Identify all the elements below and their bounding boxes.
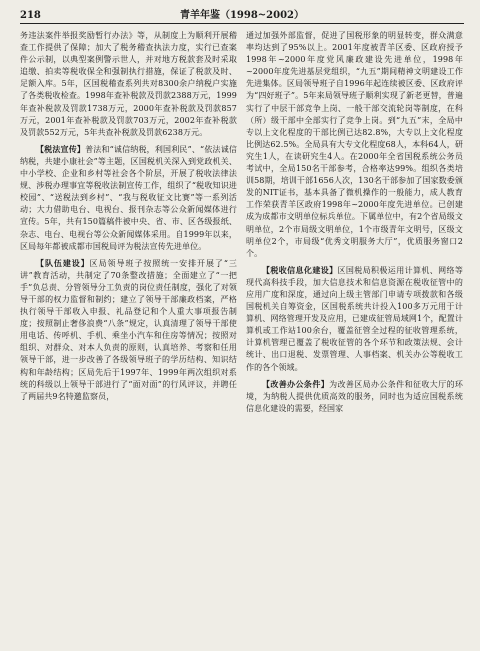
left-column — [20, 30, 237, 642]
section-tax-law-publicity — [20, 144, 237, 253]
section-title: 【税收信息化建设】 — [262, 265, 338, 275]
right-column — [246, 30, 463, 642]
section-body: 区国税局积极运用计算机、网络等现代高科技手段，加大信息技术和信息资源在税收征管中的应用广度和深度，通过向上级主管部门申请专项拨款和各级国税机关自筹资金，区国税系统共计投入100多万元用于计算机、网络管理开发及应用，已建成征管局域网1个，配置计算机或工作站100余台，覆盖征管全过程的征收管理系统，计算机管理已覆盖了税收征管的各个环节和政策法规、会计统计、出口退税、发票管理、人事档案、机关办公等税收工作的各个领域。 — [246, 265, 463, 372]
section-body: 普法和“诚信纳税，利国利民”、“依法诚信纳税，共建小康社会”等主题，区国税机关深入到党政机关、中小学校、企业和乡村等社会各个阶层，开展了税收法律法规、涉税办理事宜等税收法制宣传工作，组织了“税收知识进校园”、“送税法到乡村”、“我与税收征文比赛”等一系列活动；大力借助电台、电视台、报刊杂志等公众新闻媒体进行宣传。5年，共有150篇稿件被中央、省、市、区各级报纸、杂志、电台、电视台等公众新闻媒体采用。自1999年以来，区局每年都被成都市国税局评为税法宣传先进单位。 — [20, 144, 237, 251]
section-body: 区局领导班子按照统一安排开展了“三讲”教育活动，共制定了70条整改措施；全面建立了“一把手”负总责、分管领导分工负责的岗位责任制度，强化了对领导干部的权力监督和制约；建立了领导干部廉政档案，严格执行领导干部收入申报、礼品登记和个人重大事项报告制度；按照制止奢侈浪费“八条”规定，认真清理了领导干部使用电话、传呼机、手机、乘坐小汽车和住房等情况；按照对组织、对群众、对本人负责的原则，认真培养、考察和任用领导干部，进一步改善了各级领导班子的学历结构、知识结构和年龄结构；区局先后于1997年、1999年两次组织对系统的科级以上领导干部进行了“面对面”的行风评议，并聘任了两届共9名特邀监察员， — [20, 258, 237, 401]
section-title: 【税法宣传】 — [36, 144, 86, 154]
running-title: 青羊年鉴（1998~2002） — [179, 10, 305, 21]
section-tax-informatization — [246, 265, 463, 374]
page-header — [20, 0, 464, 24]
two-column-body — [20, 30, 464, 642]
section-title: 【队伍建设】 — [36, 258, 90, 268]
right-intro-paragraph: 通过加强外部监督，促进了国税形象的明显转变，群众满意率均达到了95%以上。2001年度被青羊区委、区政府授予1998年~2000年度党风廉政建设先进单位，1998年~2000年度先进基层党组织，“九五”期间精神文明建设工作先进集体。区局领导班子自1996年起连续被区委、区政府评为“四好班子”。5年来局领导班子顺利实现了新老更替，普遍实行了中层干部竞争上岗、一般干部交流轮岗等制度，在科（所）级干部中全部实行了竞争上岗。到“九五”末，全局中专以上文化程度的干部比例已达82.8%，大专以上文化程度比例达62.5%。全局具有大专文化程度68人，本科64人，研究生1人，在读研究生4人。在2000年全省国税系统公务员考试中，全局150名干部参考，合格率达99%。组织各类培训58期，培训干部1656人次，130名干部参加了国家数委颁发的NIT证书，基本具备了微机操作的一般能力，成人教育工作荣获青羊区政府1998年~2000年度先进单位。已创建成为成都市文明单位标兵单位。下属单位中，有2个省局级文明单位，2个市局级文明单位，1个市级青年文明号，区级文明单位2个，市局级“优秀文明服务大厅”，优质服务窗口2个。 — [246, 31, 463, 258]
section-title: 【改善办公条件】 — [262, 379, 330, 389]
section-team-building — [20, 258, 237, 403]
left-intro-paragraph: 务违法案件举报奖励暂行办法》等，从制度上为顺利开展稽查工作提供了保障；加大了税务稽查执法力度，实行已查案件公示制，以典型案例警示世人，并对地方税款套及时采取追缴、拍卖等税收保全和强制执行措施，保证了税款及时、足额入库。5年，区国税稽查系列共对8300余户纳税户实施了各类税收检查。1998年查补税款及罚款2388万元，1999年查补税款及罚款1738万元，2000年查补税款及罚款857万元，2001年查补税款及罚款703万元，2002年查补税款及罚款552万元，5年共查补税款及罚款6238万元。 — [20, 31, 237, 137]
page-number: 218 — [20, 10, 41, 21]
section-office-conditions — [246, 379, 463, 415]
section-body: 为改善区局办公条件和征收大厅的环境，为纳税人提供优质高效的服务，同时也为适应国税系统信息化建设的需要，经国家 — [246, 379, 463, 413]
